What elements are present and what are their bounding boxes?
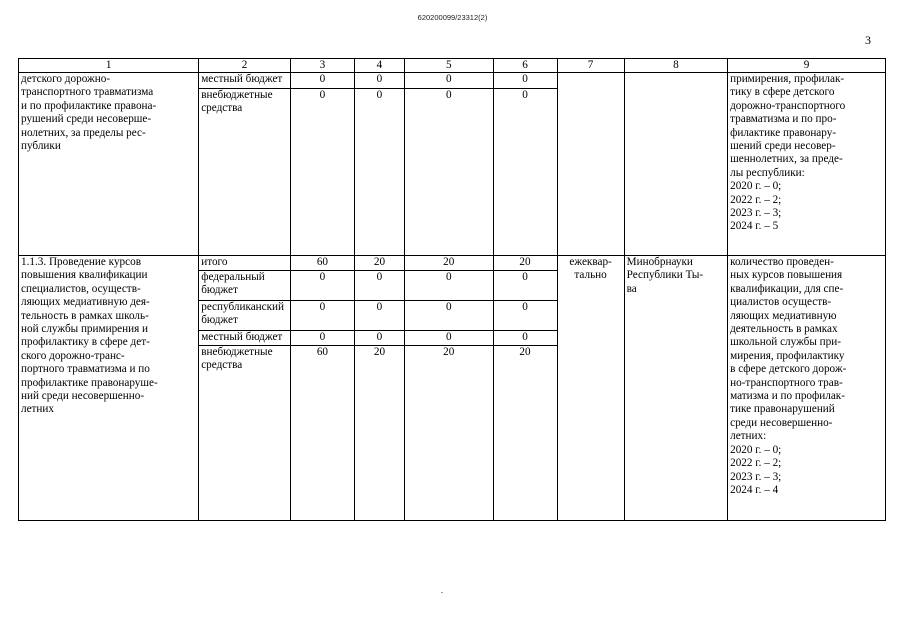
column-header-2: 2 (199, 59, 291, 73)
value-cell: 20 (405, 256, 494, 271)
funding-source: местный бюджет (199, 331, 291, 346)
value-cell: 0 (290, 301, 354, 331)
target-indicator: примирения, профилак- тику в сфере детского дорожно-транспортного травматизма и по про- филактике правонару- шений среди несовер- шеннолетних, за преде- лы республики: 2020 г. – 0; 2022 г. – 2; 2023 г. – 3; 2024 г. – 5 (728, 73, 886, 256)
value-cell: 20 (493, 346, 557, 521)
value-cell: 0 (493, 89, 557, 256)
value-cell: 0 (493, 73, 557, 89)
column-header-8: 8 (624, 59, 727, 73)
funding-source: республиканский бюджет (199, 301, 291, 331)
funding-source: внебюджетные средства (199, 346, 291, 521)
column-header-4: 4 (354, 59, 404, 73)
table-row (19, 256, 886, 271)
implementation-period: ежеквар- тально (557, 256, 624, 521)
value-cell: 60 (290, 256, 354, 271)
column-header-9: 9 (728, 59, 886, 73)
column-header-1: 1 (19, 59, 199, 73)
funding-source: итого (199, 256, 291, 271)
value-cell: 0 (493, 301, 557, 331)
responsible-executor (624, 73, 727, 256)
value-cell: 0 (405, 271, 494, 301)
scan-speck (441, 592, 443, 593)
column-header-5: 5 (405, 59, 494, 73)
column-header-7: 7 (557, 59, 624, 73)
value-cell: 20 (354, 256, 404, 271)
value-cell: 0 (493, 271, 557, 301)
column-numbers-row (19, 59, 886, 73)
value-cell: 0 (354, 331, 404, 346)
value-cell: 0 (405, 73, 494, 89)
funding-source: внебюджетные средства (199, 89, 291, 256)
table-row (19, 73, 886, 89)
page-number: 3 (865, 33, 871, 47)
column-header-3: 3 (290, 59, 354, 73)
implementation-period (557, 73, 624, 256)
value-cell: 20 (354, 346, 404, 521)
value-cell: 20 (405, 346, 494, 521)
value-cell: 0 (405, 331, 494, 346)
value-cell: 0 (354, 89, 404, 256)
value-cell: 0 (354, 301, 404, 331)
value-cell: 20 (493, 256, 557, 271)
value-cell: 0 (290, 271, 354, 301)
value-cell: 0 (354, 271, 404, 301)
funding-source: федеральный бюджет (199, 271, 291, 301)
activity-description: детского дорожно- транспортного травматизма и по профилактике правона- рушений среди несоверше- нолетних, за пределы рес- публики (19, 73, 199, 256)
value-cell: 0 (493, 331, 557, 346)
value-cell: 0 (405, 301, 494, 331)
activity-description: 1.1.3. Проведение курсов повышения квалификации специалистов, осуществ- ляющих медиативную дея- тельность в рамках школь- ной службы примирения и профилактику в сфере дет- ского дорожно-транс- портного травматизма и по профилактике правонаруше- ний среди несовершенно- летних (19, 256, 199, 521)
value-cell: 0 (354, 73, 404, 89)
value-cell: 0 (290, 73, 354, 89)
responsible-executor: Минобрнауки Республики Ты- ва (624, 256, 727, 521)
value-cell: 0 (290, 331, 354, 346)
value-cell: 0 (290, 89, 354, 256)
target-indicator: количество проведен- ных курсов повышения квалификации, для спе- циалистов осуществ- ляющих медиативную деятельность в рамках школьной службы при- мирения, профилактику в сфере детского дорож- но-транспортного трав- матизма и по профилак- тике правонарушений среди несовершенно- летних: 2020 г. – 0; 2022 г. – 2; 2023 г. – 3; 2024 г. – 4 (728, 256, 886, 521)
document-id: 620200099/23312(2) (417, 13, 488, 22)
funding-source: местный бюджет (199, 73, 291, 89)
program-activities-table (18, 58, 886, 521)
column-header-6: 6 (493, 59, 557, 73)
value-cell: 0 (405, 89, 494, 256)
value-cell: 60 (290, 346, 354, 521)
